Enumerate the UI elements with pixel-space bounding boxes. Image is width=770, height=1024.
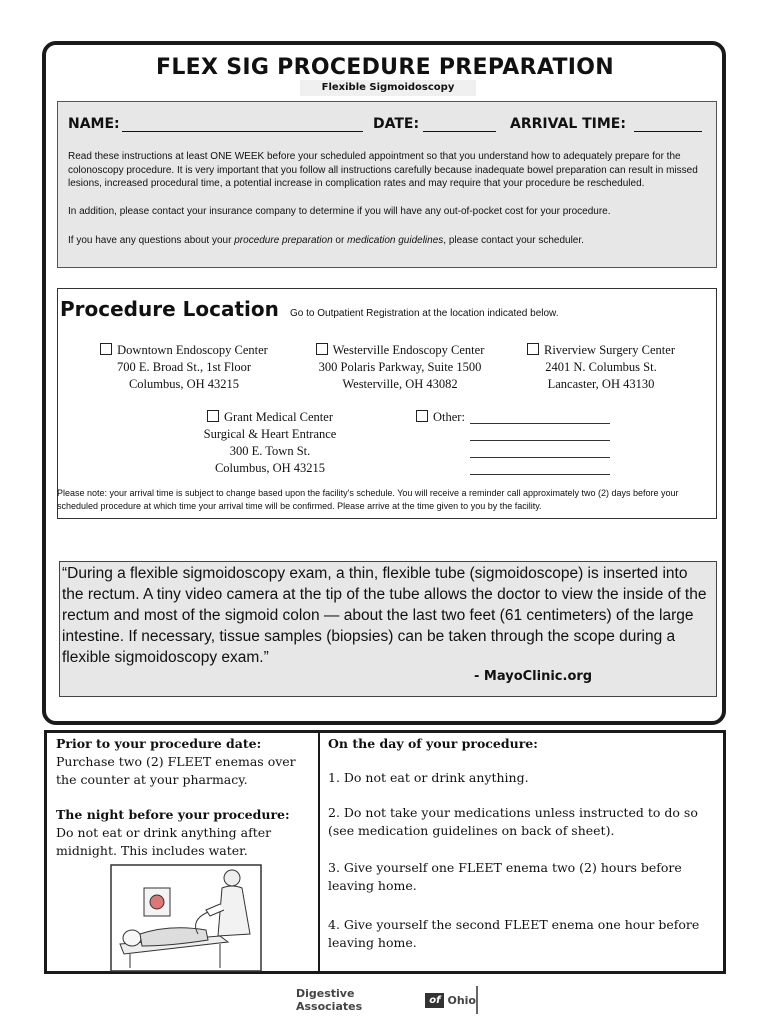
procedure-location-box — [57, 288, 717, 519]
day-of-step-4: 4. Give yourself the second FLEET enema one hour before leaving home. — [328, 917, 700, 950]
site-other: Other: — [416, 409, 476, 426]
questions-paragraph: If you have any questions about your procedure preparation or medication guidelines, please contact your scheduler. — [68, 235, 584, 246]
procedure-illustration — [110, 864, 262, 972]
day-of-step-2: 2. Do not take your medications unless instructed to do so (see medication guidelines on back of sheet). — [328, 805, 698, 838]
name-label: NAME: — [68, 116, 120, 132]
footer-logo: Digestive Associates of Ohio — [296, 987, 476, 1013]
other-line-1[interactable] — [470, 423, 610, 424]
instructions-paragraph: Read these instructions at least ONE WEEK before your scheduled appointment so that you understand how to adequately prepare for the colonoscopy procedure. It is very important that you follow all instructions carefully because inadequate bowel preparation can result in missed lesions, increased procedural time, a potential increase in complication rates and may require that your procedure be rescheduled. — [68, 151, 698, 189]
prior-text: Purchase two (2) FLEET enemas over the counter at your pharmacy. — [56, 754, 296, 787]
day-of-heading: On the day of your procedure: — [328, 736, 538, 751]
other-line-4[interactable] — [470, 474, 610, 475]
site-westerville-checkbox[interactable] — [316, 343, 328, 355]
site-grant-checkbox[interactable] — [207, 410, 219, 422]
site-riverview-checkbox[interactable] — [527, 343, 539, 355]
quote-source: - MayoClinic.org — [474, 669, 593, 684]
date-field[interactable] — [423, 131, 496, 132]
prior-heading: Prior to your procedure date: — [56, 736, 262, 751]
site-westerville: Westerville Endoscopy Center 300 Polaris Parkway, Suite 1500 Westerville, OH 43082 — [295, 342, 505, 393]
page-title: FLEX SIG PROCEDURE PREPARATION — [156, 55, 614, 80]
arrival-note: Please note: your arrival time is subject to change based upon the facility's schedule. You will receive a reminder call approximately two (2) days before your scheduled procedure at which time your arrival time will be confirmed. Please arrive at the time given to you by the facility. — [57, 488, 679, 511]
date-label: DATE: — [373, 116, 420, 132]
column-divider — [318, 732, 320, 972]
day-of-step-1: 1. Do not eat or drink anything. — [328, 770, 529, 785]
night-heading: The night before your procedure: — [56, 807, 290, 822]
night-text: Do not eat or drink anything after midnight. This includes water. — [56, 825, 272, 858]
procedure-location-subtitle: Go to Outpatient Registration at the location indicated below. — [290, 308, 559, 319]
site-grant: Grant Medical Center Surgical & Heart Entrance 300 E. Town St. Columbus, OH 43215 — [203, 410, 337, 475]
quote-text: “During a flexible sigmoidoscopy exam, a thin, flexible tube (sigmoidoscope) is inserted into the rectum. A tiny video camera at the tip of the tube allows the doctor to view the inside of the rectum and most of the sigmoid colon — about the last two feet (61 centimeters) of the large intestine. If necessary, tissue samples (biopsies) can be taken through the scope during a flexible sigmoidoscopy exam.” — [62, 565, 707, 666]
site-riverview: Riverview Surgery Center 2401 N. Columbus St. Lancaster, OH 43130 — [512, 342, 690, 393]
arrival-time-label: ARRIVAL TIME: — [510, 116, 626, 132]
site-downtown-checkbox[interactable] — [100, 343, 112, 355]
site-downtown: Downtown Endoscopy Center 700 E. Broad St., 1st Floor Columbus, OH 43215 — [84, 342, 284, 393]
day-of-step-3: 3. Give yourself one FLEET enema two (2) hours before leaving home. — [328, 860, 682, 893]
insurance-paragraph: In addition, please contact your insurance company to determine if you will have any out-of-pocket cost for your procedure. — [68, 206, 611, 217]
site-other-checkbox[interactable] — [416, 410, 428, 422]
other-line-2[interactable] — [470, 440, 610, 441]
arrival-time-field[interactable] — [634, 131, 702, 132]
name-field[interactable] — [122, 131, 363, 132]
page-subtitle: Flexible Sigmoidoscopy — [300, 80, 476, 96]
procedure-location-title: Procedure Location — [60, 297, 279, 321]
other-line-3[interactable] — [470, 457, 610, 458]
